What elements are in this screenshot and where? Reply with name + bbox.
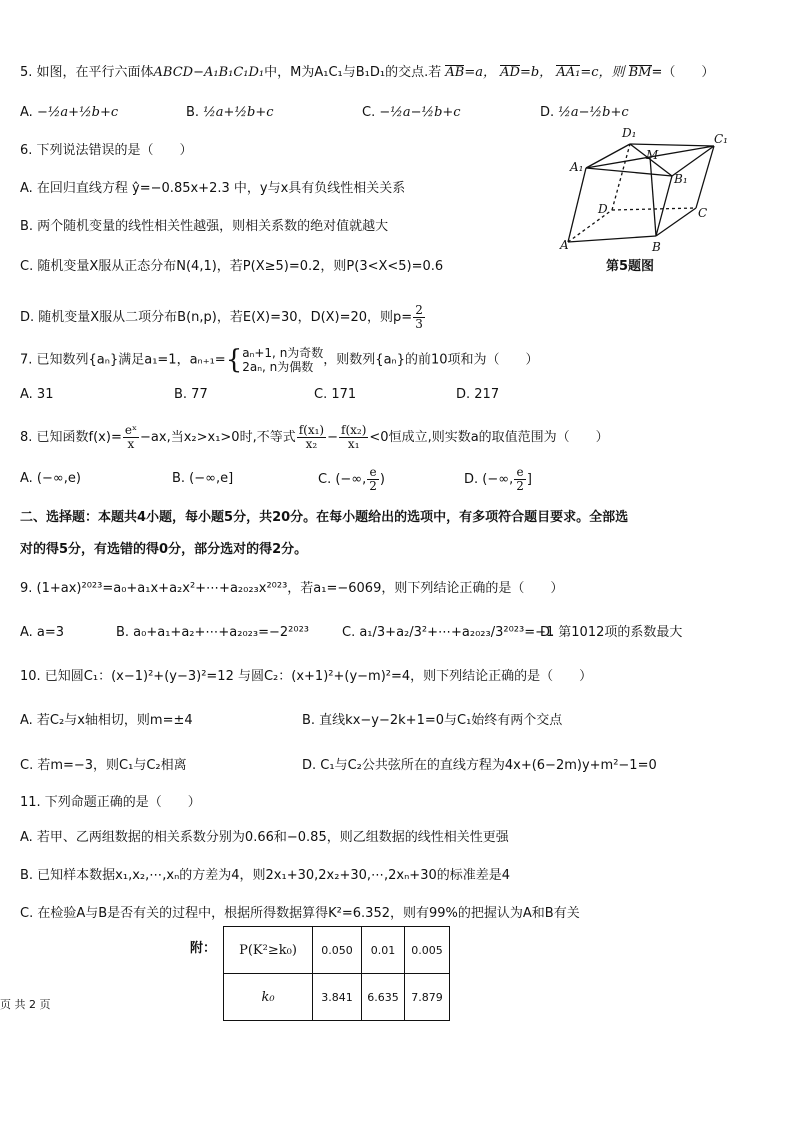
q8-option-c: C. (−∞, $\frac{e}{2}$ ) [318,465,385,493]
table-head-k0: k₀ [224,974,313,1021]
q9-option-a: A. a=3 [20,625,65,640]
q5-option-b: B. ½a+½b+c [186,105,274,120]
label-c: C [698,206,708,220]
q10-option-c: C. 若m=−3，则C₁与C₂相离 [20,758,187,773]
label-a: A [560,238,569,252]
q6-option-a: A. 在回归直线方程 ŷ=−0.85x+2.3 中，y与x具有负线性相关关系 [20,181,406,196]
label-b1: B₁ [674,172,688,186]
label-d: D [598,202,608,216]
q5-prism: ABCD−A₁B₁C₁D₁ [153,65,265,80]
table-cell: 0.050 [313,927,362,974]
q8-stem: 8. 已知函数f(x)= $\frac{\text{eˣ}}{x}$ −ax,当x₂>x₁>0时,不等式 $\frac{\text{f(x₁)}}{\text{x₂}}$ − $\frac{\text{f(x₂)}}{\text{x₁}}$ <0恒成立,则实数a的取值范围为（ ） [20,423,609,451]
q7-option-b: B. 77 [174,387,208,402]
q9-option-b: B. a₀+a₁+a₂+⋯+a₂₀₂₃=−2²⁰²³ [116,625,310,640]
q5-tail: =（ ） [651,65,715,80]
table-head-probability: P(K²≥k₀) [224,927,313,974]
q9-stem: 9. (1+ax)²⁰²³=a₀+a₁x+a₂x²+⋯+a₂₀₂₃x²⁰²³，若a₁=−6069，则下列结论正确的是（ ） [20,581,564,596]
q5-option-c: C. −½a−½b+c [362,105,461,120]
q11-stem: 11. 下列命题正确的是（ ） [20,795,201,810]
label-m: M [646,148,659,162]
label-b: B [652,240,661,254]
label-a1: A₁ [570,160,584,174]
table-cell: 0.01 [362,927,405,974]
q5-stem [20,64,714,82]
label-c1: C₁ [714,132,728,146]
table-prefix: 附： [190,941,217,956]
q9-option-c: C. a₁/3+a₂/3²+⋯+a₂₀₂₃/3²⁰²³=−1 [342,625,555,640]
table-row [224,974,450,1021]
q5-vector-aa1: AA₁ [556,65,581,80]
q7-option-d: D. 217 [456,387,500,402]
q8-option-a: A. (−∞,e) [20,471,81,486]
q5-option-a: A. −½a+½b+c [20,105,119,120]
q5-figure [560,126,728,280]
q10-option-d: D. C₁与C₂公共弦所在的直线方程为4x+(6−2m)y+m²−1=0 [302,758,657,773]
table-row [224,927,450,974]
q10-stem: 10. 已知圆C₁：(x−1)²+(y−3)²=12 与圆C₂：(x+1)²+(y−m)²=4，则下列结论正确的是（ ） [20,669,593,684]
q5-stem-prefix: 5. 如图，在平行六面体 [20,65,154,80]
q5-vector-ab: AB [445,65,465,80]
table-cell: 7.879 [405,974,450,1021]
q6-option-d: D. 随机变量X服从二项分布B(n,p)，若E(X)=30，D(X)=20，则p= $\frac{2}{3}$ [20,303,423,331]
q10-option-b: B. 直线kx−y−2k+1=0与C₁始终有两个交点 [302,713,563,728]
label-d1: D₁ [622,126,637,140]
critical-value-table [223,926,450,1021]
q7-stem: 7. 已知数列{aₙ}满足a₁=1，aₙ₊₁={ aₙ+1, n为奇数 2aₙ, n为偶数 ，则数列{aₙ}的前10项和为（ ） [20,345,539,375]
q10-option-a: A. 若C₂与x轴相切，则m=±4 [20,713,193,728]
q8-option-b: B. (−∞,e] [172,471,234,486]
table-cell: 0.005 [405,927,450,974]
table-cell: 6.635 [362,974,405,1021]
q7-option-a: A. 31 [20,387,54,402]
q9-option-d: D. 第1012项的系数最大 [540,625,683,640]
q8-option-d: D. (−∞, $\frac{e}{2}$ ] [464,465,532,493]
q5-vector-ad: AD [500,65,520,80]
q6-stem: 6. 下列说法错误的是（ ） [20,143,193,158]
q7-option-c: C. 171 [314,387,357,402]
section2-heading: 二、选择题：本题共4小题，每小题5分，共20分。在每小题给出的选项中，有多项符合题目要求。全部选 [20,510,629,525]
q6-option-c: C. 随机变量X服从正态分布N(4,1)，若P(X≥5)=0.2，则P(3<X<5)=0.6 [20,259,444,274]
q11-option-b: B. 已知样本数据x₁,x₂,⋯,xₙ的方差为4，则2x₁+30,2x₂+30,⋯,2xₙ+30的标准差是4 [20,868,511,883]
q11-option-a: A. 若甲、乙两组数据的相关系数分别为0.66和−0.85，则乙组数据的线性相关性更强 [20,830,509,845]
q5-vector-aa1-value: =c，则 [580,65,625,80]
q5-vector-ad-value: =b， [519,65,553,80]
section2-heading-cont: 对的得5分，有选错的得0分，部分选对的得2分。 [20,542,308,557]
q5-vector-bm: BM [628,65,652,80]
q6-option-b: B. 两个随机变量的线性相关性越强，则相关系数的绝对值就越大 [20,219,389,234]
q5-stem-mid: 中，M为A₁C₁与B₁D₁的交点.若 [264,65,442,80]
q11-option-c: C. 在检验A与B是否有关的过程中，根据所得数据算得K²=6.352，则有99%的把握认为A和B有关 [20,906,580,921]
table-cell: 3.841 [313,974,362,1021]
q5-vector-ab-value: =a， [464,65,496,80]
page-footer: 页 共 2 页 [0,998,51,1011]
figure-caption: 第5题图 [606,259,655,274]
q5-option-d: D. ½a−½b+c [540,105,629,120]
